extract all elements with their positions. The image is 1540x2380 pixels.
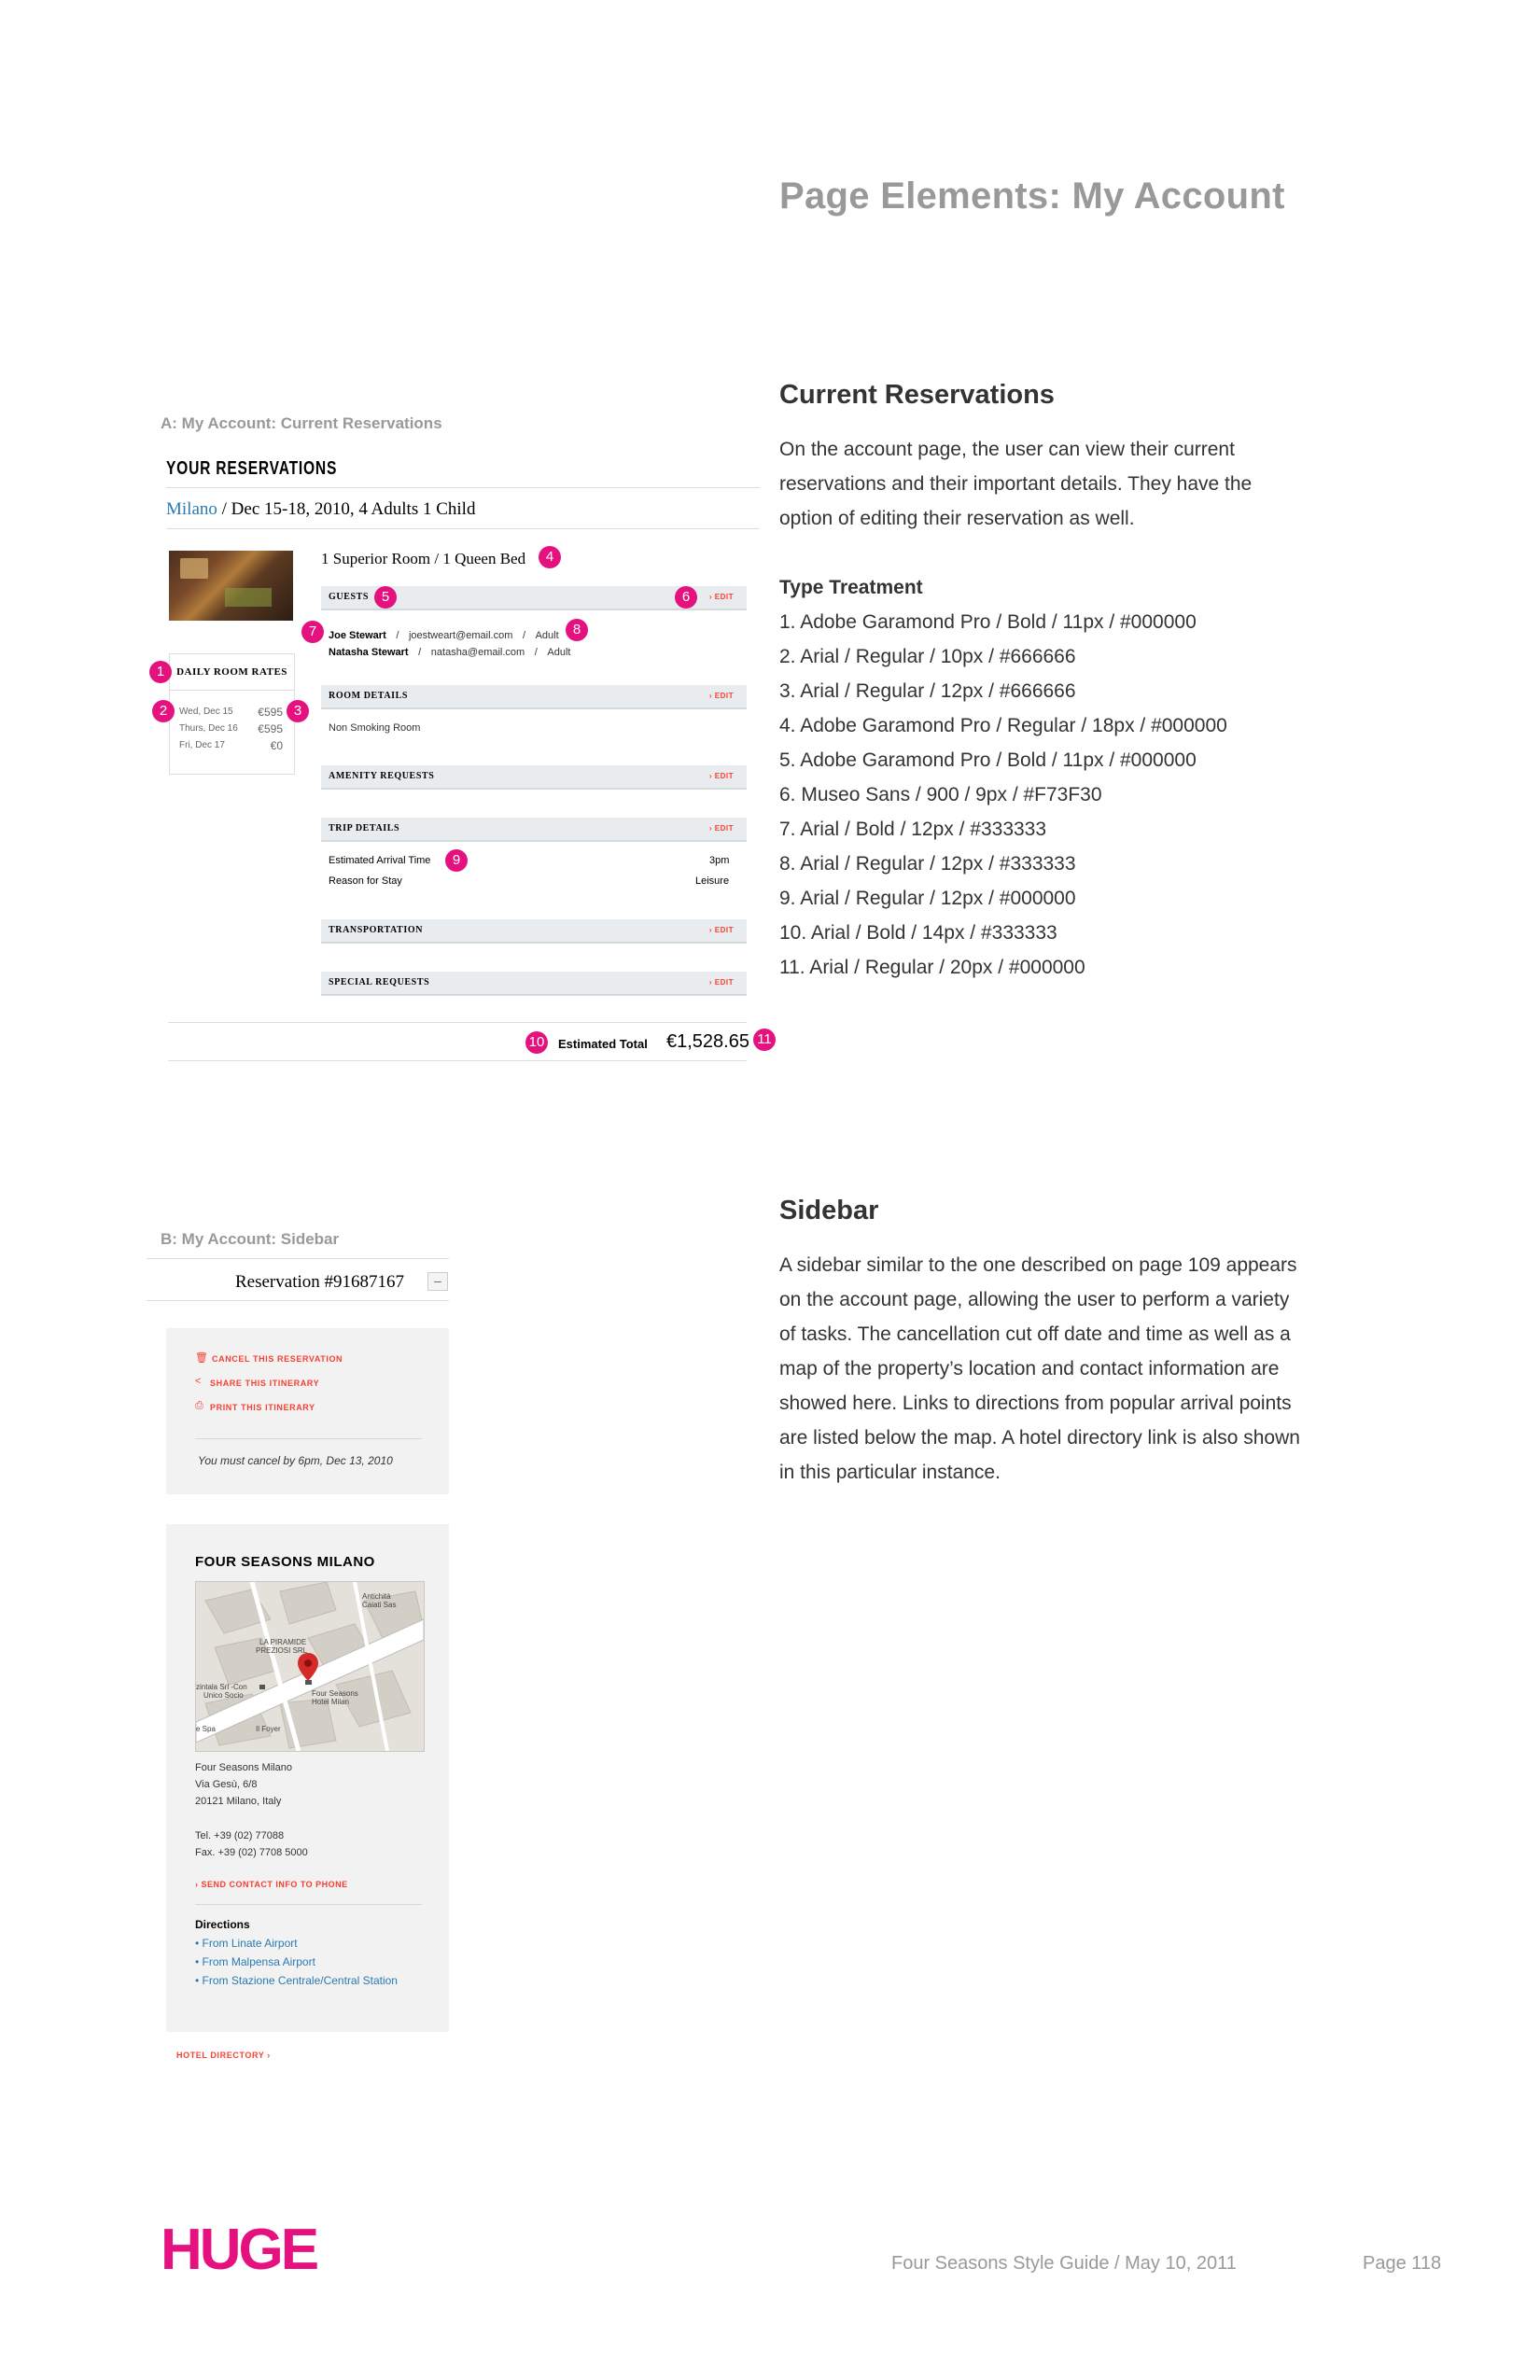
- description-line: reservations and their important details. They have the: [779, 473, 1253, 495]
- description-line: option of editing their reservation as well.: [779, 508, 1135, 529]
- map-graphic: [196, 1582, 424, 1751]
- divider: [147, 1300, 449, 1301]
- huge-logo: HUGE: [161, 2218, 317, 2282]
- rate-date: Wed, Dec 15: [179, 707, 233, 717]
- hotel-directory-link[interactable]: HOTEL DIRECTORY ›: [176, 2051, 271, 2060]
- map-label: e Spa: [196, 1725, 216, 1733]
- description-line: On the account page, the user can view their current: [779, 439, 1235, 460]
- divider: [168, 1060, 747, 1061]
- share-itinerary-link[interactable]: SHARE THIS ITINERARY: [210, 1379, 320, 1388]
- trash-icon: 🗑: [195, 1352, 208, 1364]
- estimated-total-value: €1,528.65: [666, 1031, 749, 1052]
- reservation-summary: [166, 499, 475, 520]
- sidebar-description: [779, 1248, 1300, 1490]
- divider: [195, 1904, 422, 1905]
- rate-date: Thurs, Dec 16: [179, 723, 238, 734]
- address-line: 20121 Milano, Italy: [195, 1796, 282, 1807]
- callout-badge: 8: [566, 619, 588, 641]
- type-treatment-item: 8. Arial / Regular / 12px / #333333: [779, 853, 1076, 875]
- edit-link[interactable]: › EDIT: [708, 772, 734, 780]
- trip-value: 3pm: [709, 855, 730, 866]
- guest-type: Adult: [535, 630, 559, 641]
- edit-link[interactable]: › EDIT: [708, 824, 734, 833]
- print-itinerary-link[interactable]: PRINT THIS ITINERARY: [210, 1403, 315, 1412]
- collapse-button[interactable]: –: [427, 1272, 448, 1291]
- section-label: AMENITY REQUESTS: [329, 771, 435, 781]
- edit-link[interactable]: › EDIT: [708, 978, 734, 987]
- divider: [166, 528, 760, 529]
- type-treatment-item: 9. Arial / Regular / 12px / #000000: [779, 888, 1076, 909]
- daily-rates-heading: DAILY ROOM RATES: [170, 654, 294, 691]
- type-treatment-item: 3. Arial / Regular / 12px / #666666: [779, 680, 1076, 702]
- description-line: map of the property’s location and contact information are: [779, 1358, 1280, 1379]
- section-bar-special-requests: [321, 972, 747, 996]
- type-treatment-title: Type Treatment: [779, 577, 923, 598]
- address-line: Four Seasons Milano: [195, 1762, 292, 1773]
- divider: [166, 487, 760, 488]
- share-icon: <: [195, 1376, 202, 1387]
- direction-link[interactable]: • From Malpensa Airport: [195, 1955, 315, 1968]
- section-heading-sidebar: Sidebar: [779, 1196, 879, 1225]
- callout-badge: 3: [287, 700, 309, 722]
- callout-badge: 7: [301, 621, 324, 643]
- city-link[interactable]: Milano: [166, 499, 217, 519]
- section-label: GUESTS: [329, 592, 370, 602]
- callout-badge: 5: [374, 586, 397, 609]
- guest-email: natasha@email.com: [430, 647, 525, 658]
- map-label: Antichità: [362, 1592, 391, 1601]
- type-treatment-item: 4. Adobe Garamond Pro / Regular / 18px / #000000: [779, 715, 1227, 736]
- description-line: in this particular instance.: [779, 1462, 1001, 1483]
- section-bar-amenity-requests: [321, 765, 747, 790]
- room-photo: [169, 551, 293, 621]
- type-treatment-item: 11. Arial / Regular / 20px / #000000: [779, 957, 1085, 978]
- map-label: Il Foyer: [256, 1725, 281, 1733]
- rate-price: €595: [258, 722, 283, 735]
- divider: [168, 1022, 747, 1023]
- rate-price: €0: [270, 739, 283, 752]
- description-line: A sidebar similar to the one described on page 109 appears: [779, 1254, 1297, 1276]
- edit-link[interactable]: › EDIT: [708, 593, 734, 601]
- type-treatment-item: 2. Arial / Regular / 10px / #666666: [779, 646, 1076, 667]
- callout-badge: 4: [539, 546, 561, 568]
- section-label: ROOM DETAILS: [329, 691, 409, 701]
- callout-badge: 11: [753, 1029, 776, 1051]
- page-number: Page 118: [1363, 2253, 1442, 2274]
- cancel-reservation-link[interactable]: CANCEL THIS RESERVATION: [212, 1354, 343, 1364]
- rate-price: €595: [258, 706, 283, 719]
- guest-type: Adult: [547, 647, 571, 658]
- summary-text: / Dec 15-18, 2010, 4 Adults 1 Child: [217, 499, 476, 519]
- print-icon: ⎙: [195, 1400, 203, 1411]
- section-bar-trip-details: [321, 818, 747, 842]
- phone-line: Fax. +39 (02) 7708 5000: [195, 1847, 308, 1858]
- type-treatment-item: 10. Arial / Bold / 14px / #333333: [779, 922, 1057, 944]
- map-label: Unico Socio: [203, 1691, 244, 1700]
- direction-link[interactable]: • From Stazione Centrale/Central Station: [195, 1974, 398, 1987]
- section-label: TRANSPORTATION: [329, 925, 424, 935]
- section-bar-room-details: [321, 685, 747, 709]
- hotel-name: FOUR SEASONS MILANO: [195, 1554, 375, 1570]
- cancel-deadline-note: You must cancel by 6pm, Dec 13, 2010: [198, 1454, 393, 1467]
- room-detail-value: Non Smoking Room: [329, 722, 421, 734]
- guest-email: joestweart@email.com: [408, 630, 513, 641]
- map-label: Four Seasons: [312, 1689, 358, 1698]
- divider: [147, 1258, 449, 1259]
- map-label: PREZIOSI SRL: [256, 1646, 308, 1655]
- direction-link[interactable]: • From Linate Airport: [195, 1937, 298, 1950]
- address-line: Via Gesù, 6/8: [195, 1779, 258, 1790]
- callout-badge: 6: [675, 586, 697, 609]
- guest-name: Joe Stewart: [329, 630, 386, 641]
- section-bar-transportation: [321, 919, 747, 944]
- type-treatment-item: 5. Adobe Garamond Pro / Bold / 11px / #000000: [779, 749, 1197, 771]
- guest-row: Joe Stewart / joestweart@email.com / Adult: [329, 630, 559, 641]
- callout-badge: 10: [525, 1031, 548, 1054]
- type-treatment-item: 6. Museo Sans / 900 / 9px / #F73F30: [779, 784, 1102, 805]
- current-reservations-description: [779, 432, 1252, 536]
- edit-link[interactable]: › EDIT: [708, 926, 734, 934]
- description-line: showed here. Links to directions from popular arrival points: [779, 1393, 1292, 1414]
- section-label: SPECIAL REQUESTS: [329, 977, 430, 987]
- edit-link[interactable]: › EDIT: [708, 692, 734, 700]
- description-line: of tasks. The cancellation cut off date and time as well as a: [779, 1323, 1291, 1345]
- description-line: on the account page, allowing the user to perform a variety: [779, 1289, 1290, 1310]
- daily-rates-box: [169, 653, 295, 775]
- section-heading-current-reservations: Current Reservations: [779, 380, 1055, 410]
- trip-label: Reason for Stay: [329, 875, 402, 887]
- trip-value: Leisure: [695, 875, 730, 887]
- guest-row: Natasha Stewart / natasha@email.com / Adult: [329, 647, 571, 658]
- reservation-number: Reservation #91687167: [235, 1272, 405, 1292]
- estimated-total-label: Estimated Total: [558, 1037, 648, 1051]
- type-treatment-item: 7. Arial / Bold / 12px / #333333: [779, 819, 1047, 840]
- phone-line: Tel. +39 (02) 77088: [195, 1830, 285, 1841]
- callout-badge: 1: [149, 661, 172, 683]
- rate-date: Fri, Dec 17: [179, 740, 225, 750]
- type-treatment-list: [779, 605, 1227, 985]
- map-label: zintala Srl -Con: [196, 1683, 247, 1691]
- description-line: are listed below the map. A hotel directory link is also shown: [779, 1427, 1300, 1449]
- figure-b-label: B: My Account: Sidebar: [161, 1230, 340, 1248]
- map-label: LA PIRAMIDE: [259, 1638, 307, 1646]
- figure-a-label: A: My Account: Current Reservations: [161, 414, 442, 432]
- footer-meta: Four Seasons Style Guide / May 10, 2011: [891, 2253, 1237, 2274]
- callout-badge: 2: [152, 700, 175, 722]
- map-label: Hotel Milan: [312, 1698, 350, 1706]
- page-title: Page Elements: My Account: [779, 175, 1285, 217]
- divider: [195, 1438, 422, 1439]
- room-summary: 1 Superior Room / 1 Queen Bed: [321, 550, 526, 567]
- callout-badge: 9: [445, 849, 468, 872]
- type-treatment-item: 1. Adobe Garamond Pro / Bold / 11px / #000000: [779, 611, 1197, 633]
- trip-label: Estimated Arrival Time: [329, 855, 431, 866]
- guest-name: Natasha Stewart: [329, 647, 409, 658]
- reservations-title: YOUR RESERVATIONS: [166, 458, 338, 479]
- hotel-map[interactable]: [195, 1581, 425, 1752]
- section-label: TRIP DETAILS: [329, 823, 400, 833]
- send-contact-link[interactable]: › SEND CONTACT INFO TO PHONE: [195, 1880, 348, 1889]
- directions-heading: Directions: [195, 1918, 250, 1931]
- map-label: Caiati Sas: [362, 1601, 397, 1609]
